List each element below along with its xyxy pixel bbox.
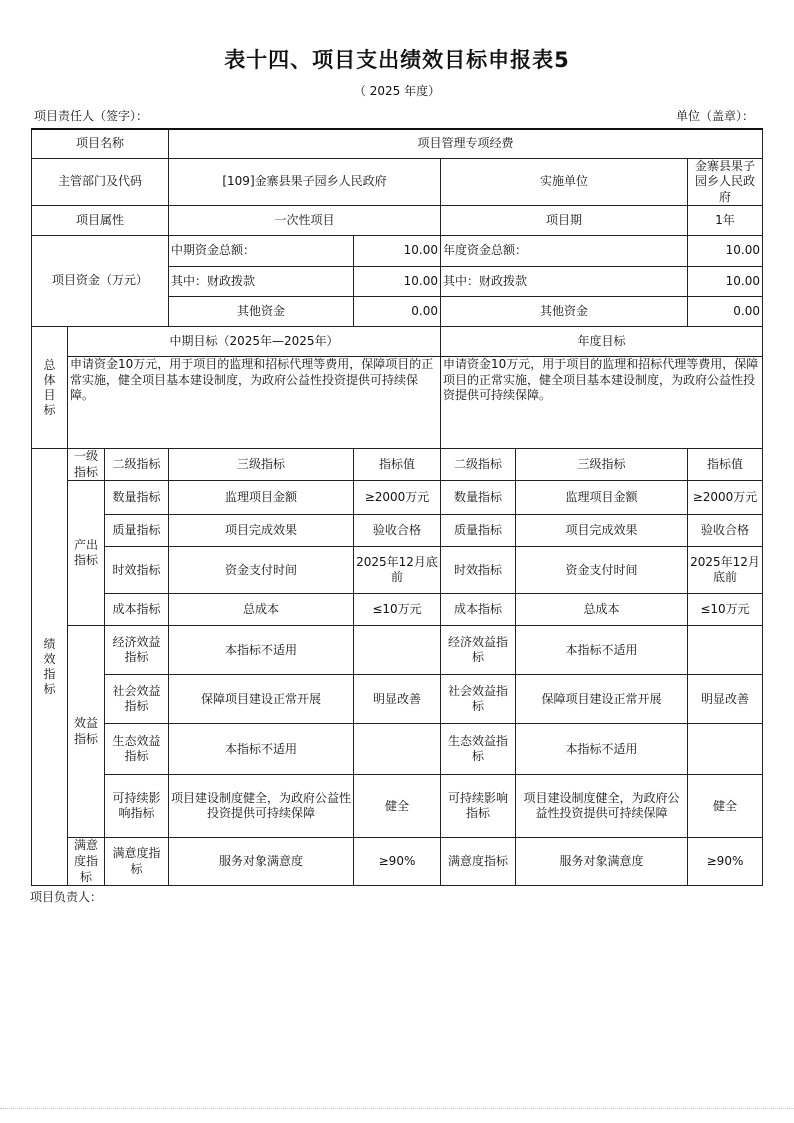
value-year-cell: 明显改善 [688, 675, 763, 724]
leader-label: 项目负责人： [30, 890, 103, 904]
value-cell [354, 724, 441, 775]
year-goal-header: 年度目标 [441, 327, 763, 357]
level2-cell: 时效指标 [105, 547, 169, 594]
level3-cell: 服务对象满意度 [169, 838, 354, 886]
responsible-label: 项目责任人（签字）： [34, 109, 149, 123]
col-level2: 二级指标 [105, 449, 169, 481]
level2-year-cell: 生态效益指标 [441, 724, 516, 775]
level3-cell: 总成本 [169, 594, 354, 626]
value-year-cell: ≤10万元 [688, 594, 763, 626]
level2-cell: 数量指标 [105, 481, 169, 515]
level3-cell: 资金支付时间 [169, 547, 354, 594]
level3-year-cell: 本指标不适用 [516, 724, 688, 775]
value-cell: ≤10万元 [354, 594, 441, 626]
level3-cell: 本指标不适用 [169, 626, 354, 675]
level3-cell: 项目完成效果 [169, 515, 354, 547]
mid-total-label: 中期资金总额： [169, 236, 354, 267]
mid-goal-text: 申请资金10万元，用于项目的监理和招标代理等费用，保障项目的正常实施，健全项目基本建设制度，为政府公益性投资提供可持续保障。 [68, 357, 441, 449]
funds-label: 项目资金（万元） [32, 236, 169, 327]
level3-cell: 项目建设制度健全，为政府公益性投资提供可持续保障 [169, 775, 354, 838]
col-level1: 一级指标 [68, 449, 105, 481]
level2-year-cell: 经济效益指标 [441, 626, 516, 675]
value-year-cell: 健全 [688, 775, 763, 838]
year-fiscal-value: 10.00 [688, 267, 763, 297]
unit-label: 单位（盖章）： [675, 109, 754, 123]
level3-year-cell: 服务对象满意度 [516, 838, 688, 886]
level2-year-cell: 可持续影响指标 [441, 775, 516, 838]
level2-year-cell: 社会效益指标 [441, 675, 516, 724]
level3-year-cell: 监理项目金额 [516, 481, 688, 515]
value-cell [354, 626, 441, 675]
value-year-cell [688, 626, 763, 675]
level3-year-cell: 本指标不适用 [516, 626, 688, 675]
table-row [32, 515, 763, 547]
value-cell: ≥90% [354, 838, 441, 886]
value-year-cell: ≥90% [688, 838, 763, 886]
table-row [32, 775, 763, 838]
value-year-cell [688, 724, 763, 775]
level2-year-cell: 质量指标 [441, 515, 516, 547]
year-total-label: 年度资金总额： [441, 236, 688, 267]
level2-year-cell: 数量指标 [441, 481, 516, 515]
mid-fiscal-label: 其中：财政拨款 [169, 267, 354, 297]
level2-cell: 经济效益指标 [105, 626, 169, 675]
year-other-value: 0.00 [688, 297, 763, 327]
value-cell: 2025年12月底前 [354, 547, 441, 594]
mid-goal-header: 中期目标（2025年—2025年） [68, 327, 441, 357]
period-value: 1年 [688, 206, 763, 236]
level2-year-cell: 时效指标 [441, 547, 516, 594]
output-label: 产出指标 [68, 481, 105, 626]
satisfaction-label: 满意度指标 [68, 838, 105, 886]
level2-cell: 可持续影响指标 [105, 775, 169, 838]
dept-value: [109]金寨县果子园乡人民政府 [169, 158, 441, 206]
level2-cell: 社会效益指标 [105, 675, 169, 724]
level3-cell: 本指标不适用 [169, 724, 354, 775]
dept-label: 主管部门及代码 [32, 158, 169, 206]
table-row [32, 675, 763, 724]
goals-label: 总体目标 [32, 327, 68, 449]
level3-year-cell: 总成本 [516, 594, 688, 626]
impl-label: 实施单位 [441, 158, 688, 206]
col-value-year: 指标值 [688, 449, 763, 481]
mid-other-value: 0.00 [354, 297, 441, 327]
level2-year-cell: 成本指标 [441, 594, 516, 626]
level3-cell: 监理项目金额 [169, 481, 354, 515]
project-name-value: 项目管理专项经费 [169, 129, 763, 158]
col-value: 指标值 [354, 449, 441, 481]
col-level3: 三级指标 [169, 449, 354, 481]
value-cell: 健全 [354, 775, 441, 838]
year-fiscal-label: 其中：财政拨款 [441, 267, 688, 297]
attr-label: 项目属性 [32, 206, 169, 236]
year-total-value: 10.00 [688, 236, 763, 267]
benefit-label: 效益指标 [68, 626, 105, 838]
project-name-label: 项目名称 [32, 129, 169, 158]
level2-cell: 质量指标 [105, 515, 169, 547]
mid-other-label: 其他资金 [169, 297, 354, 327]
level3-cell: 保障项目建设正常开展 [169, 675, 354, 724]
value-year-cell: 验收合格 [688, 515, 763, 547]
level2-year-cell: 满意度指标 [441, 838, 516, 886]
page-title: 表十四、项目支出绩效目标申报表5 [224, 48, 570, 72]
level3-year-cell: 资金支付时间 [516, 547, 688, 594]
col-level2-year: 二级指标 [441, 449, 516, 481]
value-year-cell: ≥2000万元 [688, 481, 763, 515]
impl-value: 金寨县果子园乡人民政府 [688, 158, 763, 206]
attr-value: 一次性项目 [169, 206, 441, 236]
value-year-cell: 2025年12月底前 [688, 547, 763, 594]
period-label: 项目期 [441, 206, 688, 236]
level3-year-cell: 项目建设制度健全，为政府公益性投资提供可持续保障 [516, 775, 688, 838]
value-cell: ≥2000万元 [354, 481, 441, 515]
table-row [32, 838, 763, 886]
value-cell: 明显改善 [354, 675, 441, 724]
value-cell: 验收合格 [354, 515, 441, 547]
table-row [32, 626, 763, 675]
level3-year-cell: 保障项目建设正常开展 [516, 675, 688, 724]
level2-cell: 生态效益指标 [105, 724, 169, 775]
year-other-label: 其他资金 [441, 297, 688, 327]
table-row [32, 481, 763, 515]
year-line: （ 2025 年度） [353, 84, 441, 98]
mid-total-value: 10.00 [354, 236, 441, 267]
table-row [32, 594, 763, 626]
mid-fiscal-value: 10.00 [354, 267, 441, 297]
table-row [32, 547, 763, 594]
level2-cell: 成本指标 [105, 594, 169, 626]
level3-year-cell: 项目完成效果 [516, 515, 688, 547]
indicators-label: 绩效指标 [32, 449, 68, 886]
scan-edge-line [0, 1108, 794, 1111]
year-goal-text: 申请资金10万元，用于项目的监理和招标代理等费用，保障项目的正常实施，健全项目基本建设制度，为政府公益性投资提供可持续保障。 [441, 357, 763, 449]
level2-cell: 满意度指标 [105, 838, 169, 886]
table-row [32, 724, 763, 775]
col-level3-year: 三级指标 [516, 449, 688, 481]
performance-table [31, 128, 763, 886]
